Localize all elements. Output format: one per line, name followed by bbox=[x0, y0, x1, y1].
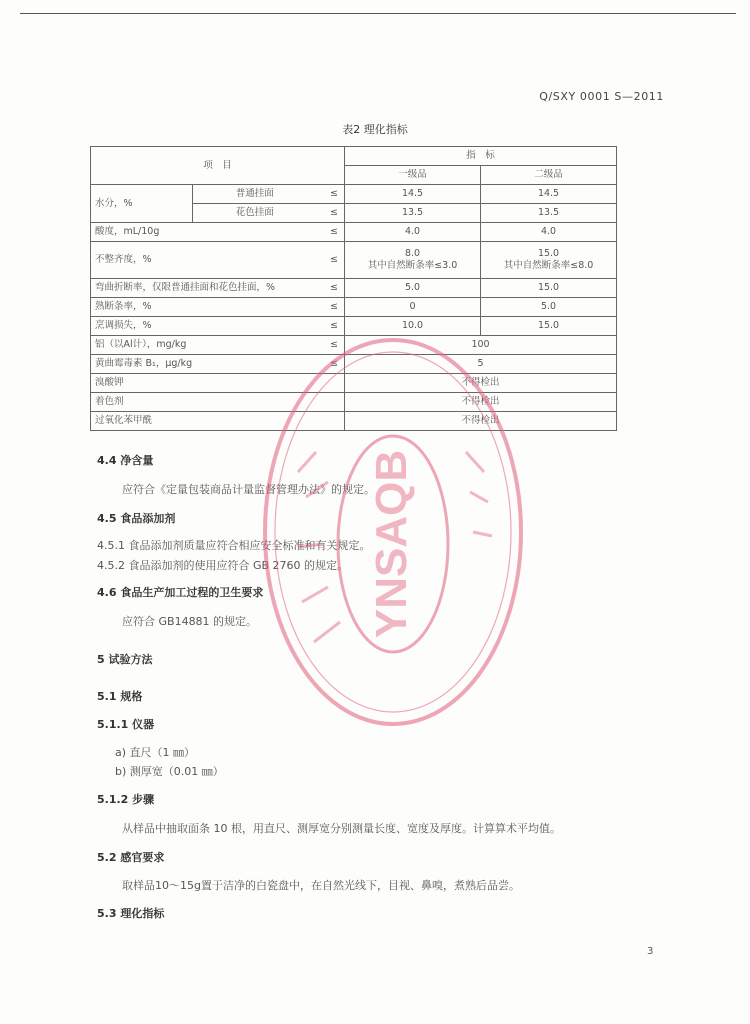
table-row bbox=[91, 317, 617, 336]
row-symbol: ≤ bbox=[317, 185, 345, 204]
section-heading-4-6: 4.6 食品生产加工过程的卫生要求 bbox=[97, 586, 264, 599]
physicochemical-table bbox=[90, 146, 617, 431]
row-both-grades: 不得检出 bbox=[345, 393, 617, 412]
table-row bbox=[91, 279, 617, 298]
row-grade2: 4.0 bbox=[481, 223, 617, 242]
section-heading-5-1-2: 5.1.2 步骤 bbox=[97, 793, 155, 806]
table-row bbox=[91, 355, 617, 374]
row-item: 熟断条率，% bbox=[91, 298, 317, 317]
table-title: 表2 理化指标 bbox=[342, 123, 408, 136]
row-grade1 bbox=[345, 242, 481, 279]
row-item: 烹调损失，% bbox=[91, 317, 317, 336]
seal-text: YNSAQB bbox=[367, 449, 416, 639]
row-symbol: ≤ bbox=[317, 279, 345, 298]
paragraph-5-1-2: 从样品中抽取面条 10 根，用直尺、测厚宽分别测量长度、宽度及厚度。计算算术平均值。 bbox=[122, 822, 561, 835]
row-item: 酸度，mL/10g bbox=[91, 223, 317, 242]
table-row bbox=[91, 185, 617, 204]
clause-4-5-2: 4.5.2 食品添加剂的使用应符合 GB 2760 的规定。 bbox=[97, 559, 349, 572]
row-grade1: 0 bbox=[345, 298, 481, 317]
table-header-row bbox=[91, 147, 617, 166]
row-item: 溴酸钾 bbox=[91, 374, 345, 393]
row-item: 过氧化苯甲酰 bbox=[91, 412, 345, 431]
row-symbol: ≤ bbox=[317, 242, 345, 279]
section-heading-4-4: 4.4 净含量 bbox=[97, 454, 154, 467]
row-grade2: 13.5 bbox=[481, 204, 617, 223]
list-item-b: b) 测厚宽（0.01 ㎜） bbox=[115, 765, 224, 778]
row-symbol: ≤ bbox=[317, 355, 345, 374]
row-grade1: 13.5 bbox=[345, 204, 481, 223]
section-heading-5-3: 5.3 理化指标 bbox=[97, 907, 165, 920]
section-heading-5-1-1: 5.1.1 仪器 bbox=[97, 718, 155, 731]
section-heading-5-1: 5.1 规格 bbox=[97, 690, 143, 703]
row-symbol: ≤ bbox=[317, 317, 345, 336]
table-row bbox=[91, 223, 617, 242]
row-grade2: 14.5 bbox=[481, 185, 617, 204]
row-item: 水分，% bbox=[91, 185, 193, 223]
row-grade1-value: 8.0 bbox=[404, 248, 421, 259]
seal-script-strokes-right bbox=[466, 452, 492, 536]
row-item: 不整齐度，% bbox=[91, 242, 317, 279]
row-both-grades: 不得检出 bbox=[345, 374, 617, 393]
row-grade2: 15.0 bbox=[481, 279, 617, 298]
row-symbol: ≤ bbox=[317, 336, 345, 355]
row-both-grades: 100 bbox=[345, 336, 617, 355]
row-symbol: ≤ bbox=[317, 204, 345, 223]
clause-4-5-1: 4.5.1 食品添加剂质量应符合相应安全标准和有关规定。 bbox=[97, 539, 371, 552]
table-row bbox=[91, 412, 617, 431]
paragraph-4-4: 应符合《定量包装商品计量监督管理办法》的规定。 bbox=[122, 483, 375, 496]
top-rule bbox=[20, 13, 736, 14]
row-grade1: 10.0 bbox=[345, 317, 481, 336]
row-grade2: 5.0 bbox=[481, 298, 617, 317]
table-row bbox=[91, 336, 617, 355]
table-row bbox=[91, 374, 617, 393]
section-heading-5: 5 试验方法 bbox=[97, 653, 153, 666]
row-grade2-note: 其中自然断条率≤8.0 bbox=[503, 260, 594, 271]
row-item: 铝（以Al计），mg/kg bbox=[91, 336, 317, 355]
row-grade1: 4.0 bbox=[345, 223, 481, 242]
section-heading-5-2: 5.2 感官要求 bbox=[97, 851, 165, 864]
header-indicator: 指 标 bbox=[345, 147, 617, 166]
header-item: 项 目 bbox=[91, 147, 345, 185]
row-item: 着色剂 bbox=[91, 393, 345, 412]
row-item: 弯曲折断率，仅限普通挂面和花色挂面，% bbox=[91, 279, 317, 298]
header-grade2: 二级品 bbox=[481, 166, 617, 185]
row-both-grades: 5 bbox=[345, 355, 617, 374]
header-grade1: 一级品 bbox=[345, 166, 481, 185]
table-row bbox=[91, 298, 617, 317]
row-symbol: ≤ bbox=[317, 223, 345, 242]
table-row bbox=[91, 242, 617, 279]
row-grade2-value: 15.0 bbox=[537, 248, 560, 259]
paragraph-5-2: 取样品10～15g置于洁净的白瓷盘中，在自然光线下，目视、鼻嗅，煮熟后品尝。 bbox=[122, 879, 520, 892]
row-grade2 bbox=[481, 242, 617, 279]
paragraph-4-6: 应符合 GB14881 的规定。 bbox=[122, 615, 258, 628]
row-grade2: 15.0 bbox=[481, 317, 617, 336]
row-subitem: 花色挂面 bbox=[193, 204, 317, 223]
row-item: 黄曲霉毒素 B₁，μg/kg bbox=[91, 355, 317, 374]
row-symbol: ≤ bbox=[317, 298, 345, 317]
section-heading-4-5: 4.5 食品添加剂 bbox=[97, 512, 176, 525]
row-grade1: 5.0 bbox=[345, 279, 481, 298]
row-subitem: 普通挂面 bbox=[193, 185, 317, 204]
row-grade1-note: 其中自然断条率≤3.0 bbox=[367, 260, 458, 271]
page-number: 3 bbox=[647, 946, 654, 957]
table-row bbox=[91, 393, 617, 412]
row-grade1: 14.5 bbox=[345, 185, 481, 204]
list-item-a: a) 直尺（1 ㎜） bbox=[115, 746, 196, 759]
row-both-grades: 不得检出 bbox=[345, 412, 617, 431]
document-code: Q/SXY 0001 S—2011 bbox=[539, 90, 664, 103]
